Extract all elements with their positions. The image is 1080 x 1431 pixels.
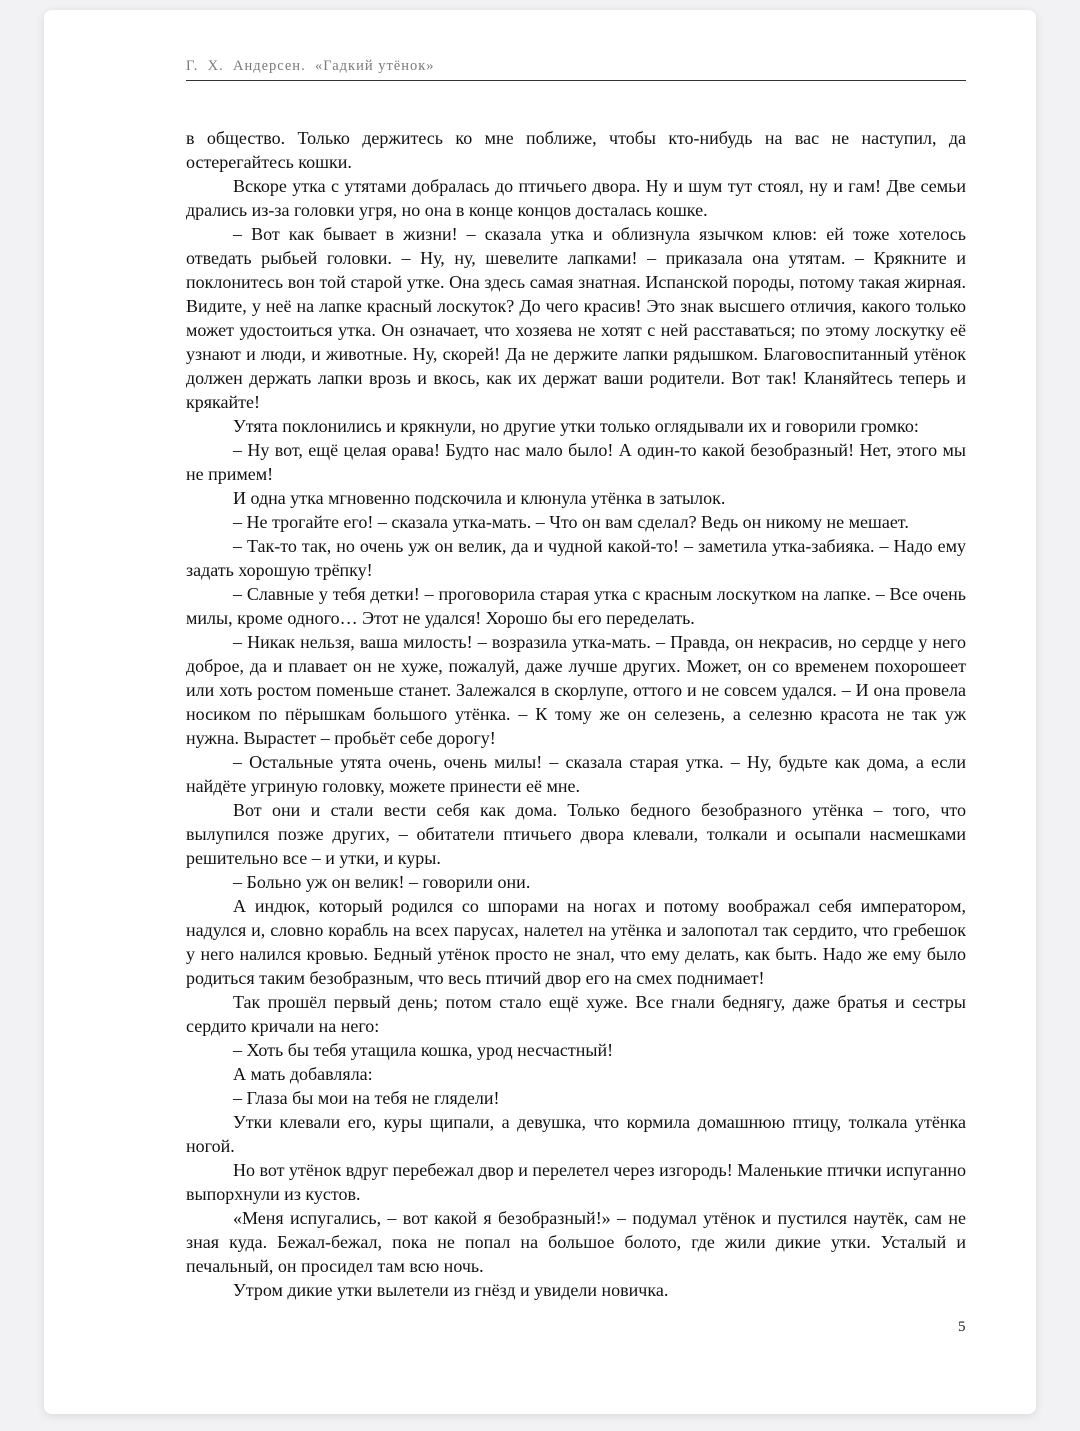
paragraph: Так прошёл первый день; потом стало ещё хуже. Все гнали беднягу, даже братья и сестры сердито кричали на него: (186, 992, 966, 1036)
paragraph: – Глаза бы мои на тебя не глядели! (233, 1088, 500, 1108)
paragraph: Вот они и стали вести себя как дома. Только бедного безобразного утёнка – того, что вылупился позже других, – обитатели птичьего двора клевали, толкали и осыпали насмешками решительно все – и утки, и куры. (186, 800, 966, 868)
paragraph: Утром дикие утки вылетели из гнёзд и увидели новичка. (233, 1280, 669, 1300)
paragraph: в общество. Только держитесь ко мне поближе, чтобы кто-нибудь на вас не наступил, да остерегайтесь кошки. (186, 128, 966, 172)
paragraph: – Хоть бы тебя утащила кошка, урод несчастный! (233, 1040, 614, 1060)
paragraph: – Остальные утята очень, очень милы! – сказала старая утка. – Ну, будьте как дома, а если найдёте угриную головку, можете принести её мне. (186, 752, 966, 796)
paragraph: Утки клевали его, куры щипали, а девушка, что кормила домашнюю птицу, толкала утёнка ногой. (186, 1112, 966, 1156)
paragraph: – Так-то так, но очень уж он велик, да и чудной какой-то! – заметила утка-забияка. – Надо ему задать хорошую трёпку! (186, 536, 966, 580)
paragraph: – Не трогайте его! – сказала утка-мать. – Что он вам сделал? Ведь он никому не мешает. (233, 512, 909, 532)
paragraph: А индюк, который родился со шпорами на ногах и потому воображал себя императором, надулся и, словно корабль на всех парусах, налетел на утёнка и залопотал так сердито, что гребешок у него налился кровью. Бедный утёнок просто не знал, что ему делать, как быть. Надо же ему было родиться таким безобразным, что весь птичий двор его на смех поднимает! (186, 896, 966, 988)
paragraph: – Никак нельзя, ваша милость! – возразила утка-мать. – Правда, он некрасив, но сердце у него доброе, да и плавает он не хуже, пожалуй, даже лучше других. Может, он со временем похорошеет или хоть ростом поменьше станет. Залежался в скорлупе, оттого и не совсем удался. – И она провела носиком по пёрышкам большого утёнка. – К тому же он селезень, а селезню красота не так уж нужна. Вырастет – пробьёт себе дорогу! (186, 632, 966, 748)
paragraph: – Ну вот, ещё целая орава! Будто нас мало было! А один-то какой безобразный! Нет, этого мы не примем! (186, 440, 966, 484)
paragraph: Но вот утёнок вдруг перебежал двор и перелетел через изгородь! Маленькие птички испуганно выпорхнули из кустов. (186, 1160, 966, 1204)
paragraph: – Славные у тебя детки! – проговорила старая утка с красным лоскутком на лапке. – Все очень милы, кроме одного… Этот не удался! Хорошо бы его переделать. (186, 584, 966, 628)
paragraph: А мать добавляла: (233, 1064, 373, 1084)
paragraph: «Меня испугались, – вот какой я безобразный!» – подумал утёнок и пустился наутёк, сам не зная куда. Бежал-бежал, пока не попал на большое болото, где жили дикие утки. Усталый и печальный, он просидел там всю ночь. (186, 1208, 966, 1276)
paragraph: Вскоре утка с утятами добралась до птичьего двора. Ну и шум тут стоял, ну и гам! Две семьи дрались из-за головки угря, но она в конце концов досталась кошке. (186, 176, 966, 220)
running-header: Г. Х. Андерсен. «Гадкий утёнок» (186, 58, 966, 81)
paragraph: Утята поклонились и крякнули, но другие утки только оглядывали их и говорили громко: (233, 416, 919, 436)
paragraph: – Вот как бывает в жизни! – сказала утка и облизнула язычком клюв: ей тоже хотелось отведать рыбьей головки. – Ну, ну, шевелите лапками! – приказала она утятам. – Крякните и поклонитесь вон той старой утке. Она здесь самая знатная. Испанской породы, потому такая жирная. Видите, у неё на лапке красный лоскуток? До чего красив! Это знак высшего отличия, какого только может удостоиться утка. Он означает, что хозяева не хотят с ней расставаться; по этому лоскутку её узнают и люди, и животные. Ну, скорей! Да не держите лапки рядышком. Благовоспитанный утёнок должен держать лапки врозь и вкось, как их держат ваши родители. Вот так! Кланяйтесь теперь и крякайте! (186, 224, 966, 412)
paragraph: – Больно уж он велик! – говорили они. (233, 872, 531, 892)
paragraph: И одна утка мгновенно подскочила и клюнула утёнка в затылок. (233, 488, 726, 508)
book-page (44, 10, 1036, 1414)
page-number: 5 (958, 1319, 966, 1335)
page-body (186, 126, 966, 1302)
